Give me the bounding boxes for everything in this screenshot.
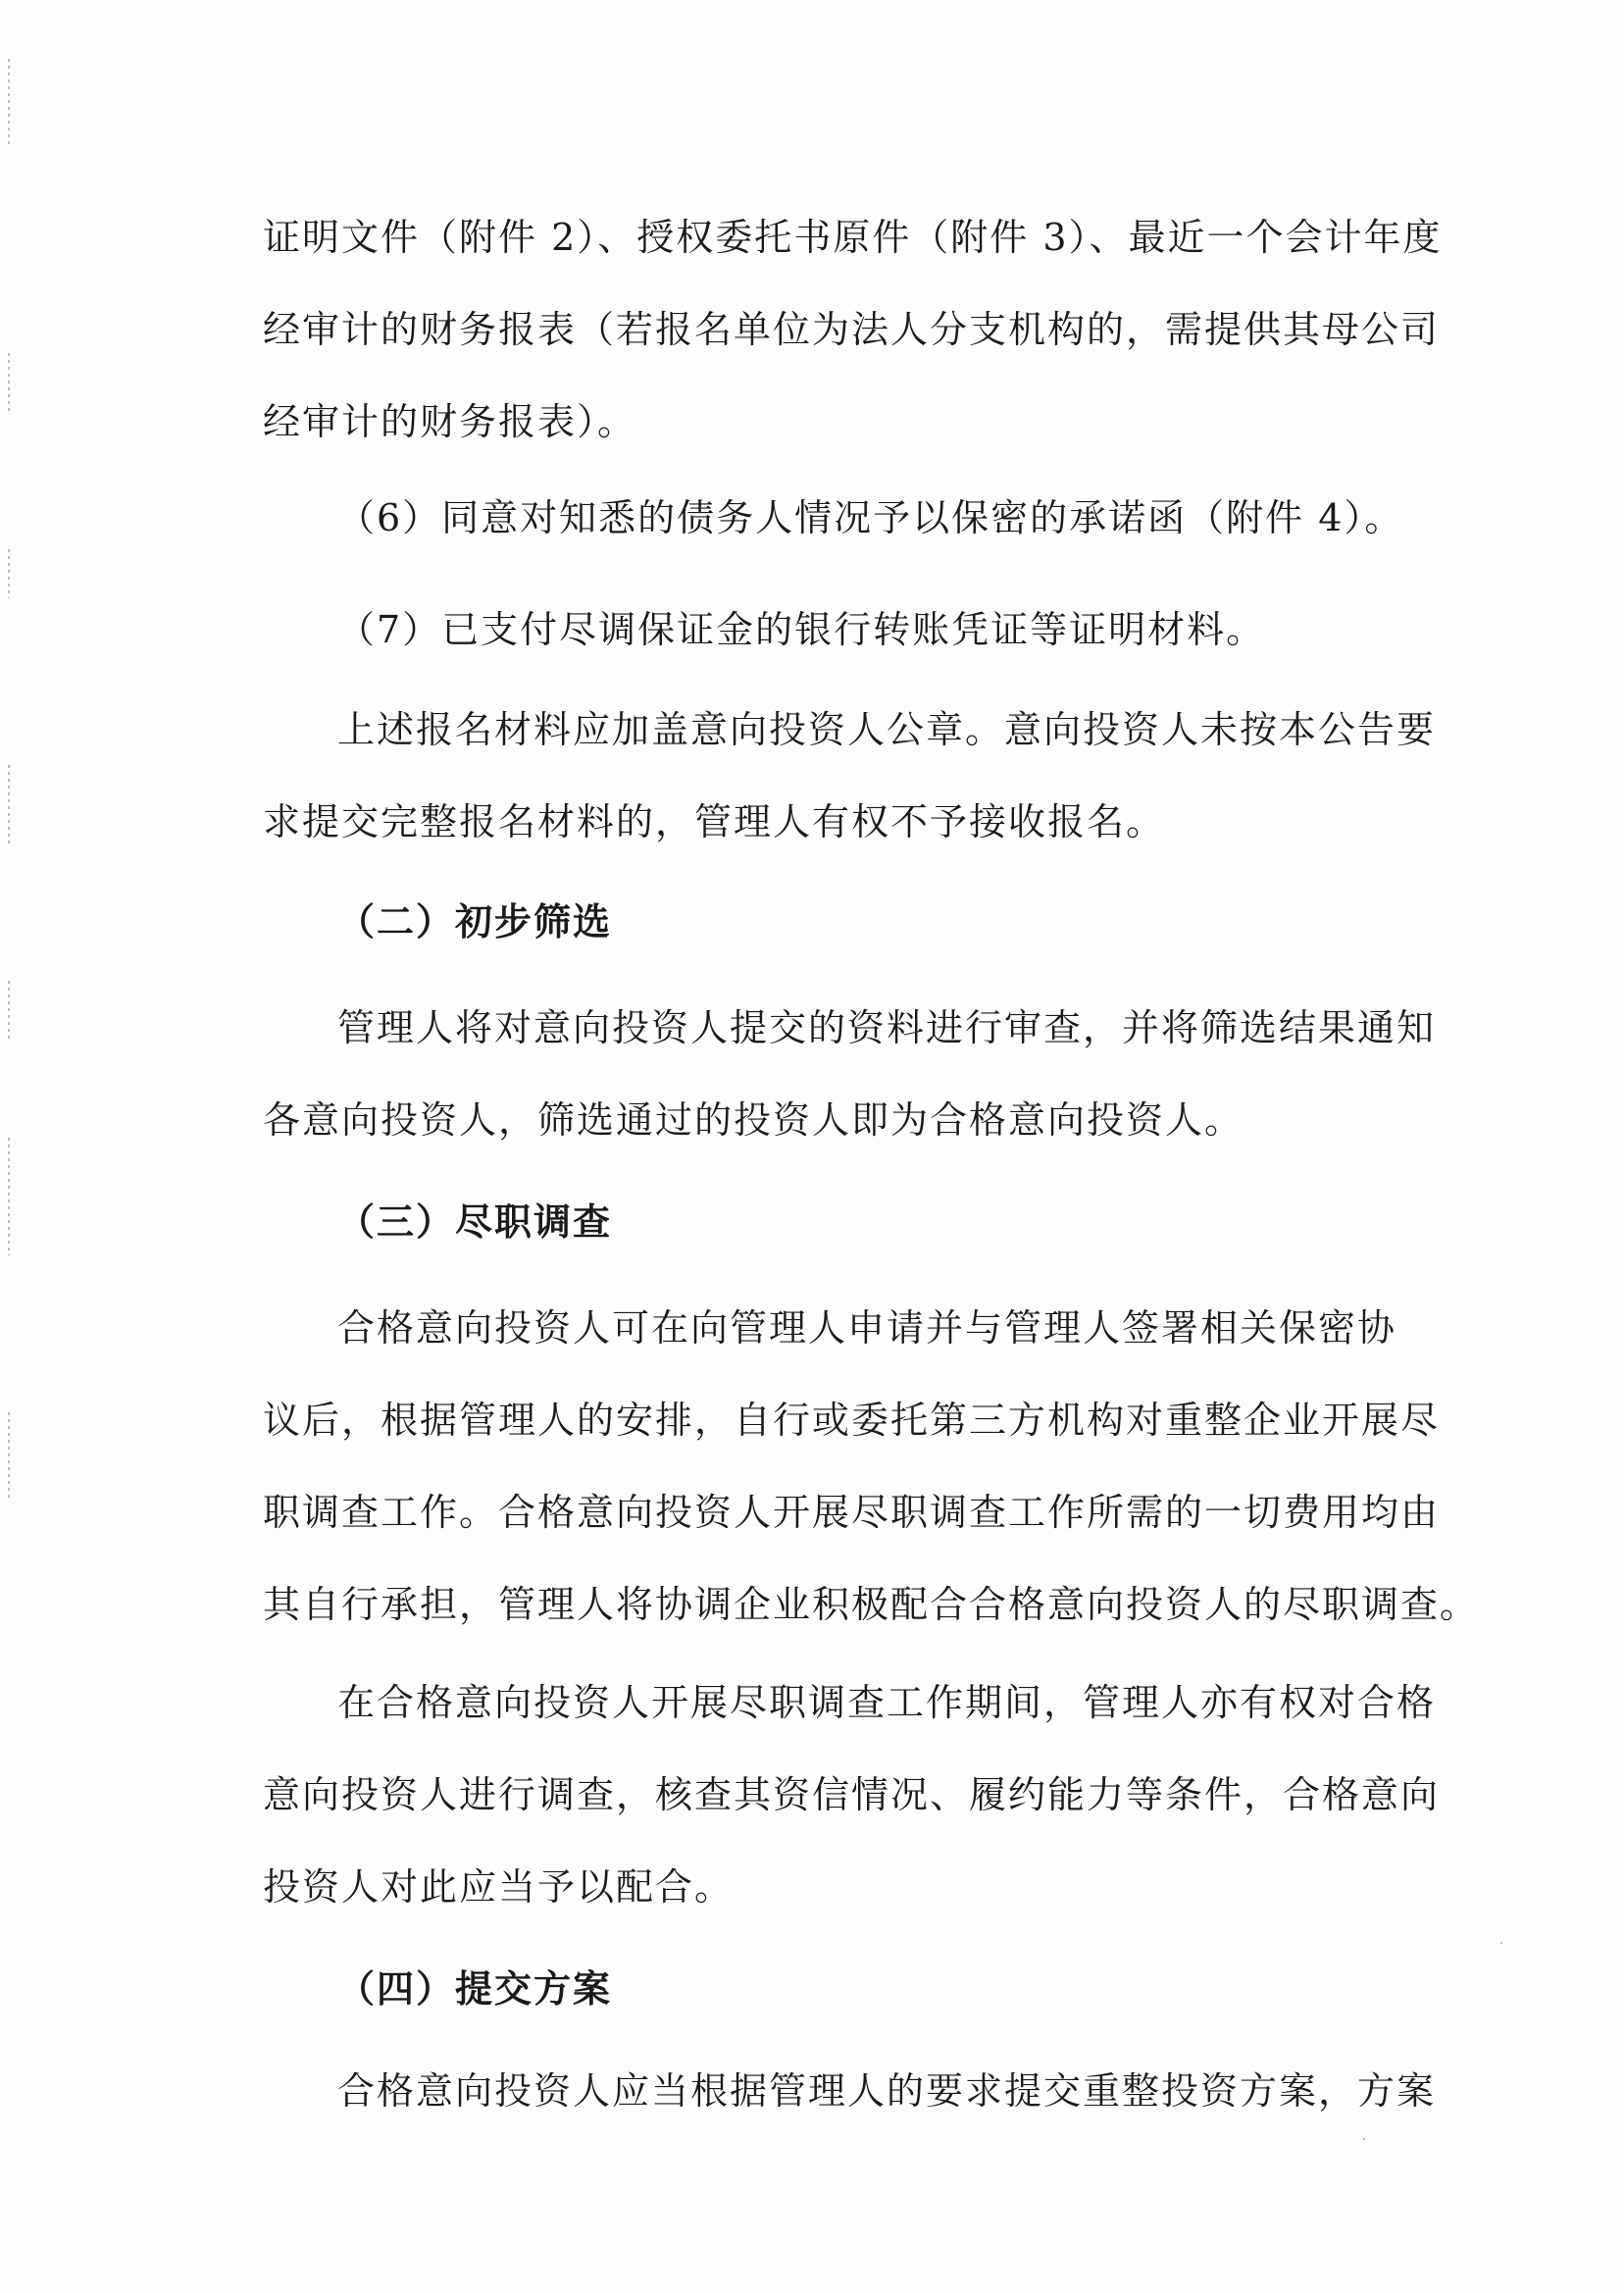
scan-edge-mark bbox=[8, 981, 10, 1040]
list-item-7: （7）已支付尽调保证金的银行转账凭证等证明材料。 bbox=[337, 608, 1266, 651]
scan-edge-mark bbox=[8, 765, 10, 843]
section-heading: （二）初步筛选 bbox=[337, 900, 613, 943]
section-heading: （三）尽职调查 bbox=[337, 1200, 613, 1244]
text-line: 在合格意向投资人开展尽职调查工作期间，管理人亦有权对合格 bbox=[337, 1681, 1437, 1724]
scan-edge-mark bbox=[8, 1412, 10, 1501]
scan-edge-mark bbox=[8, 59, 10, 147]
text-line: 合格意向投资人应当根据管理人的要求提交重整投资方案，方案 bbox=[337, 2069, 1437, 2113]
text-line: 职调查工作。合格意向投资人开展尽职调查工作所需的一切费用均由 bbox=[263, 1491, 1441, 1534]
text-line: 意向投资人进行调查，核查其资信情况、履约能力等条件，合格意向 bbox=[263, 1773, 1441, 1816]
text-line: 管理人将对意向投资人提交的资料进行审查，并将筛选结果通知 bbox=[337, 1006, 1437, 1049]
scan-dust bbox=[1363, 2138, 1365, 2140]
text-line: 求提交完整报名材料的，管理人有权不予接收报名。 bbox=[263, 800, 1166, 843]
section-heading: （四）提交方案 bbox=[337, 1967, 613, 2011]
scan-edge-mark bbox=[8, 353, 10, 412]
text-line: 上述报名材料应加盖意向投资人公章。意向投资人未按本公告要 bbox=[337, 708, 1437, 751]
list-item-6: （6）同意对知悉的债务人情况予以保密的承诺函（附件 4）。 bbox=[337, 496, 1404, 539]
scan-edge-mark bbox=[8, 1138, 10, 1255]
text-line: 投资人对此应当予以配合。 bbox=[263, 1865, 735, 1909]
text-line: 合格意向投资人可在向管理人申请并与管理人签署相关保密协 bbox=[337, 1306, 1397, 1350]
scan-edge-mark bbox=[8, 549, 10, 598]
text-line: 议后，根据管理人的安排，自行或委托第三方机构对重整企业开展尽 bbox=[263, 1399, 1441, 1442]
text-line: 经审计的财务报表）。 bbox=[263, 400, 637, 443]
text-line: 其自行承担，管理人将协调企业积极配合合格意向投资人的尽职调查。 bbox=[263, 1583, 1480, 1626]
text-line: 证明文件（附件 2）、授权委托书原件（附件 3）、最近一个会计年度 bbox=[263, 216, 1443, 259]
text-line: 各意向投资人，筛选通过的投资人即为合格意向投资人。 bbox=[263, 1098, 1244, 1142]
text-line: 经审计的财务报表（若报名单位为法人分支机构的，需提供其母公司 bbox=[263, 308, 1441, 351]
scan-dust bbox=[1500, 1942, 1502, 1944]
